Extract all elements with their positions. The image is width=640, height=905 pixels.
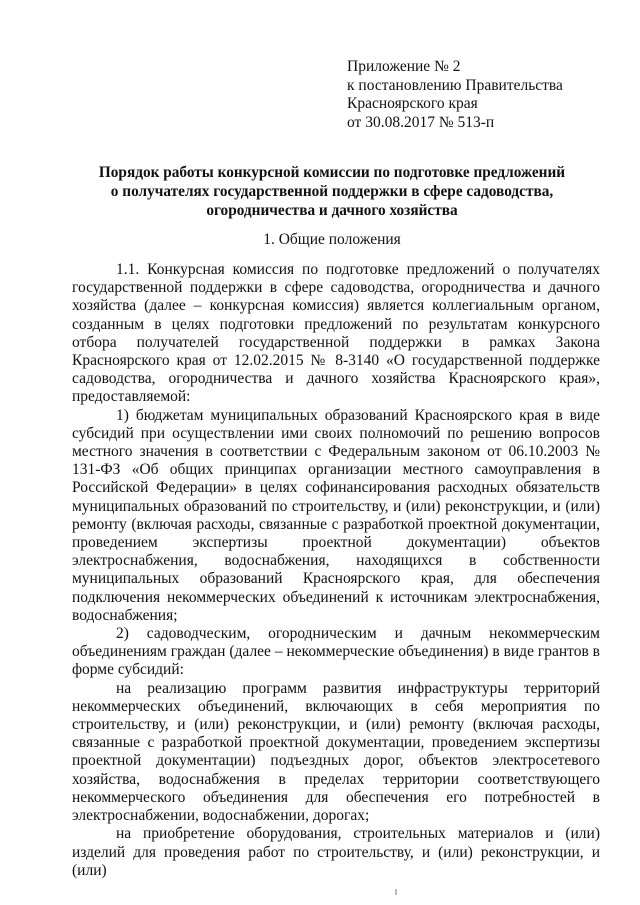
section-heading: 1. Общие положения (263, 231, 401, 248)
appendix-header (347, 58, 617, 133)
appendix-line-2: к постановлению Правительства (347, 76, 563, 94)
paragraph-grants-equipment: на приобретение оборудования, строительных материалов и (или) изделий для проведения работ по строительству, и (или) реконструкции, и (или) (72, 825, 600, 879)
appendix-line-4: от 30.08.2017 № 513-п (347, 114, 495, 132)
title-line-3: огородничества и дачного хозяйства (206, 202, 458, 219)
paragraph-1-1: 1.1. Конкурсная комиссия по подготовке предложений о получателях государственной поддержки в сфере садоводства, огородничества и дачного хозяйства (далее – конкурсная комиссия) является коллегиальным органом, созданным в целях подготовки предложений по результатам конкурсного отбора получателей государственной поддержки в рамках Закона Красноярского края от 12.02.2015 № 8-3140 «О государственной поддержке садоводства, огородничества и дачного хозяйства Красноярского края», предоставляемой: (72, 261, 600, 406)
document-body (72, 261, 600, 880)
appendix-line-1: Приложение № 2 (347, 58, 461, 75)
scan-mark (395, 889, 397, 895)
paragraph-item-2: 2) садоводческим, огородническим и дачным некоммерческим объединениям граждан (далее – некоммерческие объединения) в виде грантов в форме субсидий: (72, 625, 600, 679)
paragraph-grants-programs: на реализацию программ развития инфраструктуры территорий некоммерческих объединений, включающих в себя мероприятия по строительству, и (или) реконструкции, и (или) ремонту (включая расходы, связанные с разработкой проектной документации, проведением экспертизы проектной документации) подъездных дорог, объектов электросетевого хозяйства, водоснабжения в пределах территории соответствующего некоммерческого объединения для обеспечения его потребностей в электроснабжении, водоснабжении, дорогах; (72, 679, 600, 825)
paragraph-item-1: 1) бюджетам муниципальных образований Красноярского края в виде субсидий при осуществлении ими своих полномочий по решению вопросов местного значения в соответствии с Федеральным законом от 06.10.2003 № 131-ФЗ «Об общих принципах организации местного самоуправления в Российской Федерации» в целях софинансирования расходных обязательств муниципальных образований по строительству, и (или) реконструкции, и (или) ремонту (включая расходы, связанные с разработкой проектной документации, проведением экспертизы проектной документации) объектов электроснабжения, водоснабжения, находящихся в собственности муниципальных образований Красноярского края, для обеспечения подключения некоммерческих объединений к источникам электроснабжения, водоснабжения; (72, 406, 600, 624)
appendix-line-3: Красноярского края (347, 95, 478, 113)
title-line-1: Порядок работы конкурсной комиссии по подготовке предложений (98, 164, 566, 181)
document-title (40, 163, 624, 220)
title-line-2: о получателях государственной поддержки в сфере садоводства, (110, 183, 554, 200)
